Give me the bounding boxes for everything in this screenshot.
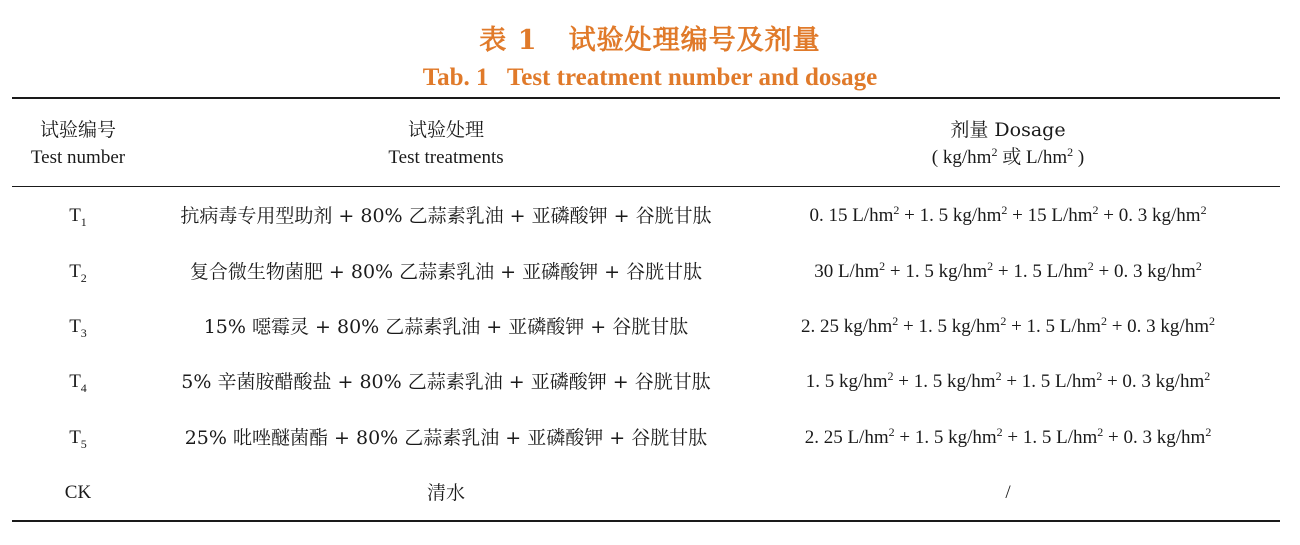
dosage-part: + 1. 5 kg/hm bbox=[898, 316, 1001, 337]
cell-treatment: 15% 噁霉灵 + 80% 乙蒜素乳油 + 亚磷酸钾 + 谷胱甘肽 bbox=[203, 316, 689, 338]
dosage-sup: 2 bbox=[1195, 259, 1202, 273]
dosage-part: + 1. 5 kg/hm bbox=[894, 427, 997, 448]
dosage-sup: 2 bbox=[1000, 314, 1007, 328]
cell-test-number bbox=[12, 362, 144, 402]
dosage-sup: 2 bbox=[1092, 203, 1099, 217]
dosage-part: + 1. 5 kg/hm bbox=[885, 261, 988, 282]
dosage-part: + 0. 3 kg/hm bbox=[1093, 261, 1196, 282]
dosage-unit-part: 或 L/hm bbox=[997, 147, 1068, 168]
cell-dosage bbox=[748, 307, 1268, 347]
dosage-part: + 0. 3 kg/hm bbox=[1102, 371, 1205, 392]
cell-treatment: 复合微生物菌肥 + 80% 乙蒜素乳油 + 亚磷酸钾 + 谷胱甘肽 bbox=[189, 261, 703, 283]
header-test-treatments-en: Test treatments bbox=[388, 147, 504, 168]
header-dosage bbox=[748, 117, 1268, 171]
dosage-unit-part: ( kg/hm bbox=[931, 147, 992, 168]
number-sub: 2 bbox=[80, 271, 87, 285]
dosage-sup: 2 bbox=[987, 259, 994, 273]
number-sub: 5 bbox=[80, 437, 87, 451]
dosage-part: 2. 25 L/hm bbox=[804, 427, 889, 448]
dosage-sup: 2 bbox=[995, 369, 1002, 383]
cell-dosage bbox=[748, 473, 1268, 513]
dosage-sup: 2 bbox=[892, 314, 899, 328]
cell-treatment: 清水 bbox=[426, 482, 465, 504]
dosage-part: + 1. 5 L/hm bbox=[1006, 316, 1101, 337]
number-main: T bbox=[69, 427, 81, 448]
cell-test-number bbox=[12, 307, 144, 347]
dosage-sup: 2 bbox=[1200, 203, 1207, 217]
number-sub: 4 bbox=[80, 381, 87, 395]
cell-test-number bbox=[12, 418, 144, 458]
number-main: T bbox=[69, 261, 81, 282]
cell-dosage bbox=[748, 418, 1268, 458]
dosage-part: + 0. 3 kg/hm bbox=[1098, 205, 1201, 226]
dosage-part: + 1. 5 L/hm bbox=[993, 261, 1088, 282]
dosage-part: 1. 5 kg/hm bbox=[805, 371, 888, 392]
cell-dosage bbox=[748, 196, 1268, 236]
bottom-rule bbox=[12, 520, 1280, 522]
table-title-zh: 表 1 试验处理编号及剂量 bbox=[479, 25, 821, 56]
dosage-sup: 2 bbox=[1096, 369, 1103, 383]
dosage-part: 2. 25 kg/hm bbox=[800, 316, 893, 337]
dosage-part: 30 L/hm bbox=[814, 261, 880, 282]
dosage-part: / bbox=[1005, 482, 1011, 503]
dosage-part: 0. 15 L/hm bbox=[809, 205, 894, 226]
dosage-sup: 2 bbox=[1205, 425, 1212, 439]
cell-dosage bbox=[748, 362, 1268, 402]
dosage-part: + 0. 3 kg/hm bbox=[1106, 316, 1209, 337]
dosage-sup: 2 bbox=[1100, 314, 1107, 328]
dosage-sup: 2 bbox=[1097, 425, 1104, 439]
cell-test-number bbox=[12, 196, 144, 236]
dosage-sup: 2 bbox=[879, 259, 886, 273]
header-dosage-unit bbox=[748, 144, 1268, 171]
dosage-part: + 0. 3 kg/hm bbox=[1103, 427, 1206, 448]
number-main: T bbox=[69, 316, 81, 337]
header-test-number-en: Test number bbox=[30, 147, 126, 168]
number-sub: 3 bbox=[80, 326, 87, 340]
header-test-treatments bbox=[144, 117, 748, 171]
cell-test-number bbox=[12, 252, 144, 292]
dosage-part: + 1. 5 kg/hm bbox=[893, 371, 996, 392]
header-dosage-title: 剂量 Dosage bbox=[950, 119, 1066, 141]
header-rule bbox=[12, 186, 1280, 187]
dosage-sup: 2 bbox=[888, 425, 895, 439]
dosage-sup: 2 bbox=[1209, 314, 1215, 328]
header-test-treatments-zh: 试验处理 bbox=[407, 119, 484, 141]
number-main: CK bbox=[64, 482, 92, 503]
header-test-number-zh: 试验编号 bbox=[39, 119, 116, 141]
dosage-sup: 2 bbox=[887, 369, 894, 383]
header-test-number bbox=[12, 117, 144, 171]
dosage-unit-sup: 2 bbox=[1067, 145, 1074, 159]
dosage-sup: 2 bbox=[1087, 259, 1094, 273]
dosage-part: + 15 L/hm bbox=[1007, 205, 1093, 226]
number-main: T bbox=[69, 205, 81, 226]
top-rule bbox=[12, 97, 1280, 99]
dosage-sup: 2 bbox=[996, 425, 1003, 439]
dosage-part: + 1. 5 kg/hm bbox=[899, 205, 1002, 226]
dosage-sup: 2 bbox=[1204, 369, 1211, 383]
cell-treatment: 25% 吡唑醚菌酯 + 80% 乙蒜素乳油 + 亚磷酸钾 + 谷胱甘肽 bbox=[184, 427, 708, 449]
cell-test-number bbox=[12, 473, 144, 513]
number-sub: 1 bbox=[80, 215, 87, 229]
number-main: T bbox=[69, 371, 81, 392]
cell-treatment: 5% 辛菌胺醋酸盐 + 80% 乙蒜素乳油 + 亚磷酸钾 + 谷胱甘肽 bbox=[181, 371, 711, 393]
dosage-unit-sup: 2 bbox=[991, 145, 998, 159]
dosage-unit-part: ) bbox=[1073, 147, 1085, 168]
dosage-part: + 1. 5 L/hm bbox=[1002, 427, 1098, 448]
dosage-sup: 2 bbox=[1001, 203, 1008, 217]
cell-treatment: 抗病毒专用型助剂 + 80% 乙蒜素乳油 + 亚磷酸钾 + 谷胱甘肽 bbox=[180, 205, 712, 227]
cell-dosage bbox=[748, 252, 1268, 292]
dosage-sup: 2 bbox=[893, 203, 900, 217]
dosage-part: + 1. 5 L/hm bbox=[1001, 371, 1097, 392]
table-title-en: Tab. 1 Test treatment number and dosage bbox=[422, 64, 878, 91]
